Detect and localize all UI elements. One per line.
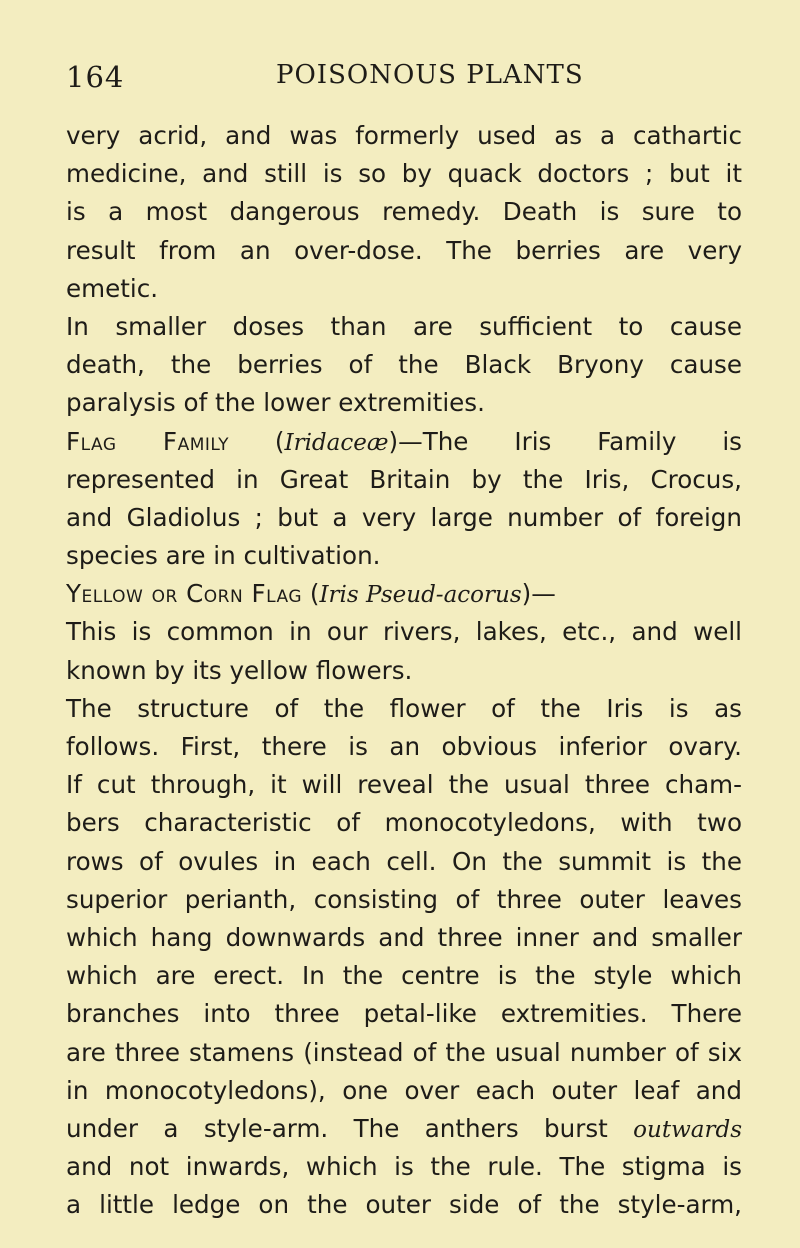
text-line <box>66 1110 742 1148</box>
section-heading: Yellow or Corn Flag <box>66 579 303 609</box>
text-line: follows. First, there is an obvious inferior ovary. <box>66 732 742 761</box>
latin-name: Iris Pseud-acorus <box>319 582 522 609</box>
text-line: and Gladiolus ; but a very large number of foreign <box>66 502 742 532</box>
page-number: 164 <box>66 60 125 94</box>
text-line: species are in cultivation. <box>66 541 381 571</box>
text-line: are three stamens (instead of the usual number of six <box>66 1037 742 1067</box>
text-line: branches into three petal-like extremities. There <box>66 999 742 1029</box>
text-line: paralysis of the lower extremities. <box>66 388 485 418</box>
text-line: represented in Great Britain by the Iris, Crocus, <box>66 464 742 494</box>
text-line: emetic. <box>66 273 159 303</box>
body-text <box>66 117 742 1224</box>
text-line: If cut through, it will reveal the usual three cham- <box>66 770 742 800</box>
text-line: is a most dangerous remedy. Death is sure to <box>66 197 742 227</box>
text-line: medicine, and still is so by quack doctors ; but it <box>66 159 742 189</box>
running-title: POISONOUS PLANTS <box>276 60 584 90</box>
text-segment: under a style-arm. The anthers burst <box>66 1113 608 1143</box>
text-line: known by its yellow flowers. <box>66 655 413 685</box>
text-line: The structure of the flower of the Iris is as <box>66 693 742 723</box>
text-line: very acrid, and was formerly used as a cathartic <box>66 121 742 150</box>
section-heading-line: Flag Family (Iridaceæ)—The Iris Family is <box>66 426 742 456</box>
text-line: result from an over-dose. The berries are very <box>66 235 742 265</box>
running-head <box>66 60 742 100</box>
text-line: which hang downwards and three inner and smaller <box>66 922 742 952</box>
emphasized-word: outwards <box>633 1116 742 1143</box>
heading-continuation: —The Iris Family is <box>398 426 742 456</box>
text-line: and not inwards, which is the rule. The stigma is <box>66 1152 742 1182</box>
text-line: This is common in our rivers, lakes, etc., and well <box>66 617 742 647</box>
text-line: In smaller doses than are sufficient to cause <box>66 311 742 341</box>
section-heading: Flag Family <box>66 426 229 456</box>
text-line: rows of ovules in each cell. On the summit is the <box>66 846 742 876</box>
text-line: a little ledge on the outer side of the style-arm, <box>66 1190 742 1220</box>
latin-name: Iridaceæ <box>284 429 389 456</box>
section-heading-line: Yellow or Corn Flag (Iris Pseud-acorus)— <box>66 579 556 609</box>
text-line: in monocotyledons), one over each outer leaf and <box>66 1075 742 1105</box>
text-line: death, the berries of the Black Bryony cause <box>66 350 742 380</box>
text-line: bers characteristic of monocotyledons, with two <box>66 808 742 838</box>
text-line: superior perianth, consisting of three outer leaves <box>66 884 742 914</box>
text-line: which are erect. In the centre is the style which <box>66 961 742 991</box>
heading-continuation: — <box>531 579 556 609</box>
